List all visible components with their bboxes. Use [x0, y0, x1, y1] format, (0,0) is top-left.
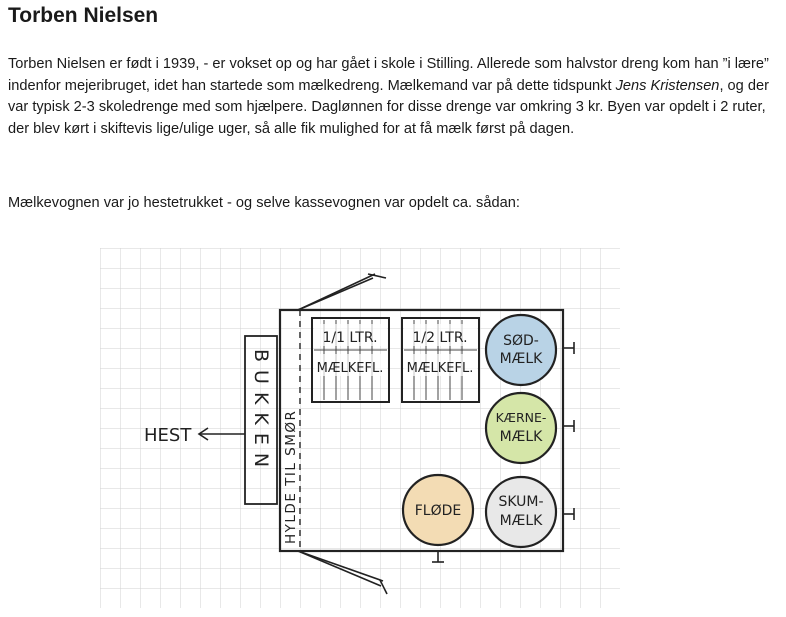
can-kaerne-circle [486, 393, 556, 463]
can-flode-label: FLØDE [414, 503, 462, 519]
can-kaernemaelk [486, 393, 556, 463]
can-sodmaelk [486, 315, 556, 385]
can-skum-line1: SKUM- [498, 494, 544, 510]
crate-1-top-label: 1/1 LTR. [322, 330, 378, 346]
intro-text-part1: Torben Nielsen er født i 1939, - er vokset op og har gået i skole i Stilling. Allerede som halvstor dreng kom han ”i lære” indenfor mejeribruget, idet han startede som mælkedreng. Mælkemand var på dette tidspunkt [8, 56, 769, 94]
can-sod-line2: MÆLK [499, 351, 543, 367]
butter-shelf-label: HYLDE TIL SMØR [283, 409, 299, 544]
page-title: Torben Nielsen [8, 4, 159, 27]
can-kaerne-line1: KÆRNE- [495, 410, 547, 425]
intro-paragraph [8, 54, 778, 140]
coachman-box-label: BUKKEN [250, 349, 272, 476]
crate-1-bottom-label: MÆLKEFL. [316, 361, 384, 376]
horse-label: HEST [144, 425, 192, 446]
can-sod-line1: SØD- [503, 333, 539, 349]
can-skummetmaelk [486, 477, 556, 547]
crate-2-bottom-label: MÆLKEFL. [406, 361, 474, 376]
intro-name-italic: Jens Kristensen [615, 77, 720, 94]
wagon-paragraph: Mælkevognen var jo hestetrukket - og selve kassevognen var opdelt ca. sådan: [8, 195, 520, 211]
crate-2-top-label: 1/2 LTR. [412, 330, 468, 346]
can-skum-circle [486, 477, 556, 547]
can-flode [403, 475, 473, 545]
intro-text-part2: , og der var typisk 2-3 skoledrenge med som hjælpere. Daglønnen for disse drenge var omkring 3 kr. Byen var opdelt i 2 ruter, der blev kørt i skiftevis lige/ulige uger, så alle fik mulighed for at få mælk først på dagen. [8, 77, 769, 137]
can-skum-line2: MÆLK [499, 513, 543, 529]
can-kaerne-line2: MÆLK [499, 429, 543, 445]
can-sod-circle [486, 315, 556, 385]
milk-wagon-sketch [100, 248, 620, 608]
